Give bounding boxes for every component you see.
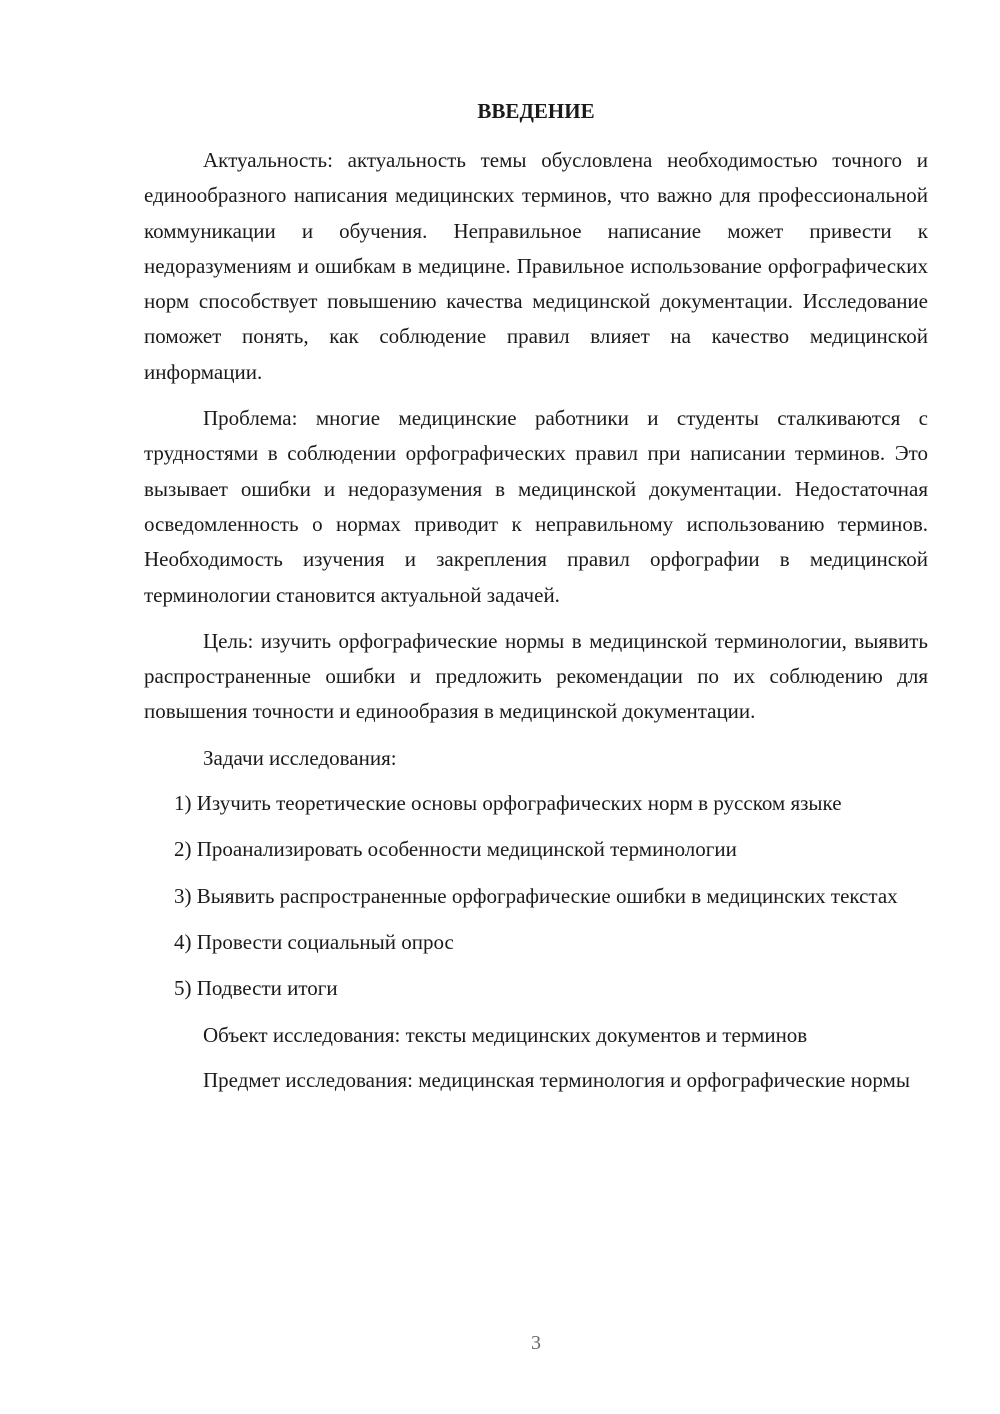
goal-paragraph: Цель: изучить орфографические нормы в медицинской терминологии, выявить распространенные ошибки и предложить рекомендации по их соблюдению для повышения точности и единообразия в медицинской документации. [144, 628, 928, 724]
subject-paragraph: Предмет исследования: медицинская терминология и орфографические нормы [203, 1067, 910, 1092]
tasks-title: Задачи исследования: [203, 745, 397, 770]
section-heading: ВВЕДЕНИЕ [477, 99, 595, 123]
task-item-3: 3) Выявить распространенные орфографические ошибки в медицинских текстах [174, 883, 898, 908]
task-item-2: 2) Проанализировать особенности медицинской терминологии [174, 837, 737, 862]
page-content [144, 94, 928, 1109]
problem-paragraph: Проблема: многие медицинские работники и студенты сталкиваются с трудностями в соблюдении орфографических правил при написании терминов. Это вызывает ошибки и недоразумения в медицинской документации. Недостаточная осведомленность о нормах приводит к неправильному использованию терминов. Необходимость изучения и закрепления правил орфографии в медицинской терминологии становится актуальной задачей. [144, 406, 928, 607]
task-item-5: 5) Подвести итоги [174, 976, 338, 1001]
object-paragraph: Объект исследования: тексты медицинских документов и терминов [203, 1022, 808, 1047]
task-item-1: 1) Изучить теоретические основы орфографических норм в русском языке [174, 791, 842, 816]
task-item-4: 4) Провести социальный опрос [174, 929, 454, 954]
relevance-paragraph: Актуальность: актуальность темы обусловлена необходимостью точного и единообразного написания медицинских терминов, что важно для профессиональной коммуникации и обучения. Неправильное написание может привести к недоразумениям и ошибкам в медицине. Правильное использование орфографических норм способствует повышению качества медицинской документации. Исследование поможет понять, как соблюдение правил влияет на качество медицинской информации. [144, 148, 928, 384]
page-number: 3 [531, 1332, 541, 1354]
